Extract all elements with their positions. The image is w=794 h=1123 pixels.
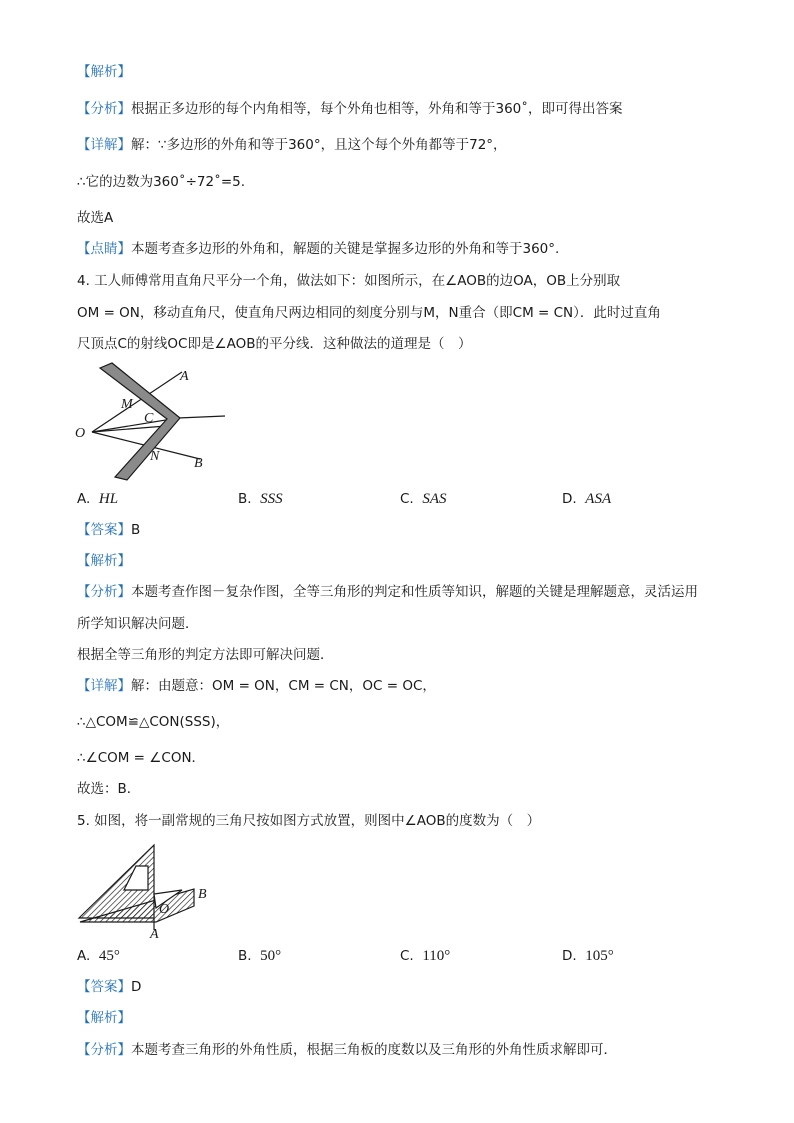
option-letter: C. <box>400 491 414 507</box>
option-text: 105° <box>585 948 614 964</box>
figure-label-A: A <box>150 927 159 940</box>
question-5-line-1: 5. 如图，将一副常规的三角尺按如图方式放置，则图中∠AOB的度数为（ ） <box>77 813 541 829</box>
option-a[interactable] <box>77 490 118 508</box>
solution-text: 解：∵多边形的外角和等于360°，且这个每个外角都等于72°， <box>131 137 507 153</box>
comment-line <box>77 240 559 258</box>
set-square-figure <box>70 360 240 485</box>
answer-value: B <box>131 522 141 538</box>
option-letter: A. <box>77 948 91 964</box>
proof-step-1: ∴△COM≌△CON(SSS)， <box>77 714 230 730</box>
question-4-line-3: 尺顶点C的射线OC即是∠AOB的平分线．这种做法的道理是（ ） <box>77 336 472 352</box>
answer-value: D <box>131 979 142 995</box>
solution-tag: 【详解】 <box>77 137 131 153</box>
section-heading-jiexi: 【解析】 <box>77 1010 131 1026</box>
option-d[interactable] <box>562 490 611 508</box>
option-letter: D. <box>562 948 577 964</box>
option-b[interactable] <box>238 947 281 965</box>
option-text: 45° <box>98 948 120 964</box>
option-d[interactable] <box>562 947 614 965</box>
question-4-line-1: 4. 工人师傅常用直角尺平分一个角，做法如下：如图所示，在∠AOB的边OA，OB上分别取 <box>77 273 621 289</box>
option-letter: C. <box>400 948 414 964</box>
option-a[interactable] <box>77 947 120 965</box>
option-text: SSS <box>260 491 283 507</box>
option-b[interactable] <box>238 490 283 508</box>
option-letter: A. <box>77 491 91 507</box>
solution-line <box>77 677 436 695</box>
option-text: ASA <box>585 491 612 507</box>
figure-label-C: C <box>144 411 154 426</box>
analysis-tag: 【分析】 <box>77 1042 131 1058</box>
analysis-line-3: 根据全等三角形的判定方法即可解决问题． <box>77 647 334 663</box>
option-text: 110° <box>422 948 451 964</box>
answer-line <box>77 521 140 539</box>
comment-tag: 【点睛】 <box>77 241 131 257</box>
proof-step-2: ∴∠COM = ∠CON． <box>77 750 206 766</box>
analysis-tag: 【分析】 <box>77 584 131 600</box>
solution-text: 解：由题意：OM = ON，CM = CN，OC = OC， <box>131 678 436 694</box>
question-4-line-2: OM = ON，移动直角尺，使直角尺两边相同的刻度分别与M，N重合（即CM = CN）．此时过直角 <box>77 305 661 321</box>
option-c[interactable] <box>400 947 450 965</box>
analysis-line <box>77 583 698 601</box>
answer-tag: 【答案】 <box>77 979 131 995</box>
choice-line: 故选A <box>77 210 114 226</box>
analysis-text: 本题考查作图－复杂作图，全等三角形的判定和性质等知识，解题的关键是理解题意，灵活运用 <box>131 584 698 600</box>
section-heading-jiexi: 【解析】 <box>77 553 131 569</box>
option-letter: D. <box>562 491 577 507</box>
figure-label-A: A <box>180 369 189 384</box>
analysis-line <box>77 100 623 118</box>
calculation-line: ∴它的边数为360˚÷72˚=5. <box>77 174 246 190</box>
choice-line: 故选：B． <box>77 781 141 797</box>
figure-label-B: B <box>194 456 203 471</box>
analysis-text: 本题考查三角形的外角性质，根据三角板的度数以及三角形的外角性质求解即可． <box>131 1042 617 1058</box>
option-letter: B. <box>238 491 252 507</box>
figure-label-N: N <box>150 449 160 464</box>
analysis-tag: 【分析】 <box>77 101 131 117</box>
option-text: HL <box>98 491 119 507</box>
option-c[interactable] <box>400 490 446 508</box>
option-letter: B. <box>238 948 252 964</box>
option-text: SAS <box>422 491 447 507</box>
answer-tag: 【答案】 <box>77 522 131 538</box>
answer-line <box>77 978 141 996</box>
analysis-line-2: 所学知识解决问题． <box>77 616 199 632</box>
comment-text: 本题考查多边形的外角和，解题的关键是掌握多边形的外角和等于360°. <box>131 241 560 257</box>
section-heading-jiexi: 【解析】 <box>77 64 131 80</box>
solution-line <box>77 136 507 154</box>
figure-label-O: O <box>159 902 170 917</box>
option-text: 50° <box>260 948 282 964</box>
figure-label-M: M <box>121 397 133 412</box>
solution-tag: 【详解】 <box>77 678 131 694</box>
analysis-text: 根据正多边形的每个内角相等，每个外角也相等，外角和等于360˚，即可得出答案 <box>131 101 623 117</box>
figure-label-B: B <box>198 887 207 902</box>
analysis-line <box>77 1041 617 1059</box>
triangle-rulers-figure <box>74 840 224 940</box>
figure-label-O: O <box>75 426 86 441</box>
